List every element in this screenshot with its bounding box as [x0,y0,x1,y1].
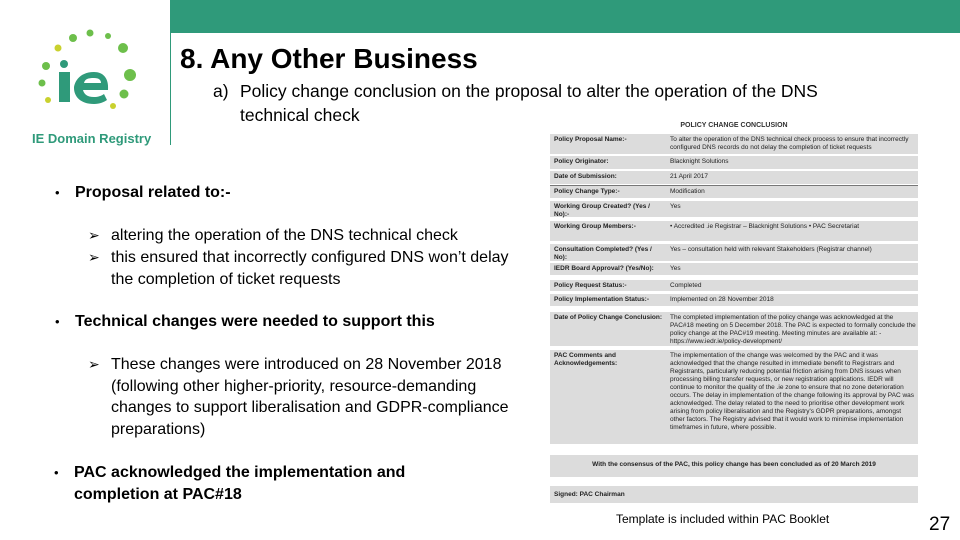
row-label: Policy Change Type:- [554,188,620,195]
bullet-text-line-1: PAC acknowledged the implementation and [74,464,406,481]
arrow-bullet-icon: ➢ [88,356,100,372]
row-value: To alter the operation of the DNS technical check process to ensure that incorrectly configured DNS records do not delay the completion of ticket requests [670,136,909,151]
row-label: PAC Comments and Acknowledgements: [554,352,618,367]
row-label: Signed: PAC Chairman [554,491,625,498]
document-row-signature [550,486,918,504]
document-row [550,280,918,292]
document-row [550,221,918,242]
document-row-conclusion [550,455,918,478]
subtitle-line-1: Policy change conclusion on the proposal to alter the operation of the DNS [240,81,818,101]
document-caption: Template is included within PAC Booklet [616,512,830,526]
row-label: IEDR Board Approval? (Yes/No): [554,265,654,272]
row-value: Modification [670,188,705,195]
document-row [550,186,918,199]
row-value: With the consensus of the PAC, this policy change has been concluded as of 20 March 2019 [592,461,876,468]
row-label: Consultation Completed? (Yes / No): [554,246,652,261]
arrow-bullet-icon: ➢ [88,249,100,265]
subpoint-text: this ensured that incorrectly configured DNS won’t delay the completion of ticket requests [111,249,509,288]
bullet-technical [55,311,515,333]
document-row [550,312,918,347]
subpoint-text: These changes were introduced on 28 November 2018 (following other higher-priority, resource-demanding changes to support liberalisation and GDPR-compliance preparations) [111,356,509,438]
arrow-bullet-icon: ➢ [88,227,100,243]
row-value: Implemented on 28 November 2018 [670,296,774,303]
row-value: The implementation of the change was welcomed by the PAC and it was acknowledged that the change resulted in immediate benefit to Registrars and Registrants, particularly reducing potential friction arising from DNS issues when processing billing transfer requests, or new registration applications. IEDR will continue to monitor the quality of the .ie zone to ensure that no zone deterioration occurs. The delay in implementation of the change following its approval by PAC was acknowledged. The delay related to the need to prioritise other development work arising from policy liberalisation and the Registry's GDPR preparations, amongst other factors. The Registry advised that it would work to minimise implementation timeframes in future, where possible. [670,352,915,431]
document-title: POLICY CHANGE CONCLUSION [680,122,788,129]
document-row [550,171,918,185]
row-value: Yes – consultation held with relevant Stakeholders (Registrar channel) [670,246,872,253]
document-row [550,201,918,218]
bullet-pac [54,462,494,506]
document-row [550,350,918,445]
page-subtitle [213,79,913,127]
row-value: Yes [670,265,681,272]
bullet-dot-icon: • [54,465,59,480]
row-value: Blacknight Solutions [670,158,729,165]
document-row [550,156,918,170]
row-label: Policy Proposal Name:- [554,136,627,143]
subpoint-text: altering the operation of the DNS technical check [111,227,458,244]
document-row [550,263,918,276]
row-label: Policy Originator: [554,158,609,165]
policy-conclusion-document [548,122,920,510]
bullet-text: Technical changes were needed to support this [75,313,435,330]
bullet-proposal [55,182,495,204]
subtitle-line-2: technical check [240,105,360,125]
document-row [550,134,918,155]
row-value: • Accredited .ie Registrar – Blacknight Solutions • PAC Secretariat [670,223,860,230]
row-label: Working Group Members:- [554,223,636,230]
logo-text: IE Domain Registry [32,131,152,146]
row-label: Working Group Created? (Yes / No):- [554,203,650,218]
page-title: 8. Any Other Business [180,43,478,74]
row-label: Date of Policy Change Conclusion: [554,314,662,321]
row-label: Policy Request Status:- [554,282,627,289]
row-value: 21 April 2017 [670,173,708,180]
bullet-dot-icon: • [55,185,60,200]
row-value: Completed [670,282,702,289]
row-value: Yes [670,203,681,210]
subtitle-marker: a) [213,81,229,101]
subpoint-2 [88,247,518,290]
document-row [550,294,918,307]
document-row [550,244,918,262]
row-label: Policy Implementation Status:- [554,296,649,303]
top-accent-bar [170,0,960,33]
row-value: The completed implementation of the policy change was acknowledged at the PAC#18 meeting on 5 December 2018. The PAC is expected to formally conclude the policy change at the PAC#19 meeting. Meeting minutes are available at: - https://www.iedr.ie/policy-development/ [670,314,916,345]
bullet-text-line-2: completion at PAC#18 [74,486,242,503]
row-label: Date of Submission: [554,173,617,180]
subpoint-1 [88,225,518,247]
header-divider [170,33,171,145]
subpoint-3 [88,354,518,440]
bullet-dot-icon: • [55,314,60,329]
bullet-text: Proposal related to:- [75,184,231,201]
page-number: 27 [929,514,951,535]
